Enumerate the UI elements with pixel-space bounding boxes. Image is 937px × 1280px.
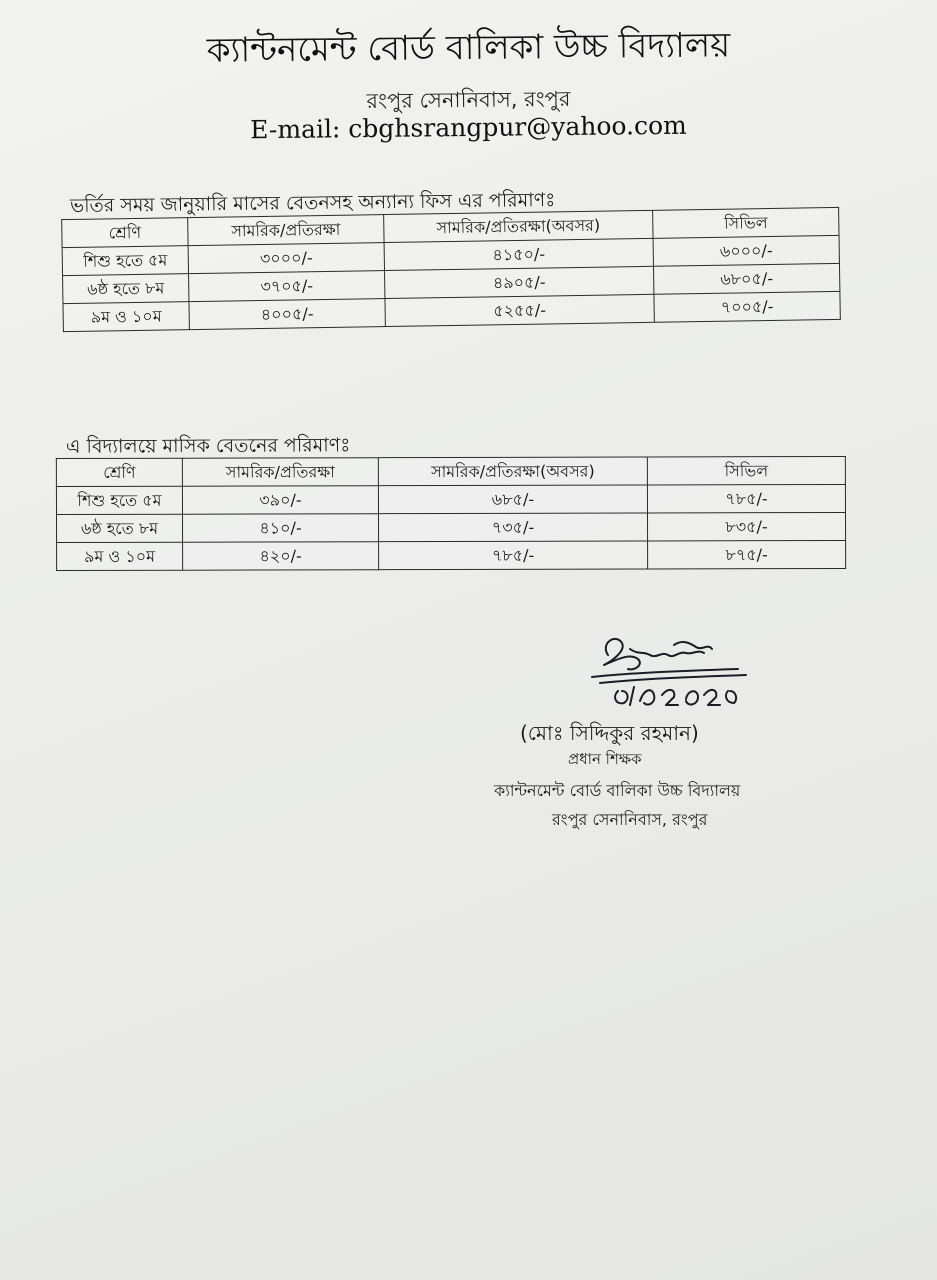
table-cell: ৪৯০৫/-: [385, 266, 654, 298]
table-cell-class: ৯ম ও ১০ম: [63, 302, 189, 332]
table-cell: ৬৮৫/-: [378, 485, 647, 514]
signatory-school: ক্যান্টনমেন্ট বোর্ড বালিকা উচ্চ বিদ্যালয়: [494, 781, 741, 800]
table-cell: ৬৮০৫/-: [653, 263, 839, 294]
table-cell: ৮৭৫/-: [648, 540, 846, 569]
column-header-military-retired: সামরিক/প্রতিরক্ষা(অবসর): [384, 210, 653, 242]
table-cell: ৭০০৫/-: [654, 291, 840, 322]
column-header-military: সামরিক/প্রতিরক্ষা: [188, 215, 384, 246]
table-cell: ৭৮৫/-: [647, 484, 845, 513]
signatory-title: প্রধান শিক্ষক: [568, 750, 642, 768]
table-cell-class: শিশু হতে ৫ম: [56, 486, 182, 514]
table-cell: ৩৯০/-: [182, 486, 378, 515]
table-row: [56, 484, 845, 514]
table-cell: ৪০০৫/-: [189, 299, 385, 330]
column-header-civil: সিভিল: [653, 207, 839, 238]
table-cell-class: শিশু হতে ৫ম: [62, 246, 188, 276]
column-header-class: শ্রেণি: [62, 218, 188, 248]
table-cell: ৪১৫০/-: [384, 238, 653, 270]
column-header-military-retired: সামরিক/প্রতিরক্ষা(অবসর): [378, 457, 647, 486]
table-cell: ৭৩৫/-: [379, 513, 648, 542]
admission-fees-table: [61, 207, 841, 332]
table-cell: ৬০০০/-: [653, 235, 839, 266]
column-header-military: সামরিক/প্রতিরক্ষা: [182, 458, 378, 487]
table-cell-class: ৯ম ও ১০ম: [57, 542, 183, 570]
table-cell: ৪১০/-: [183, 514, 379, 543]
table-cell: ৩৭০৫/-: [189, 271, 385, 302]
admission-fees-heading: ভর্তির সময় জানুয়ারি মাসের বেতনসহ অন্যান্য ফিস এর পরিমাণঃ: [69, 189, 556, 217]
school-email: E-mail: cbghsrangpur@yahoo.com: [250, 110, 687, 145]
column-header-class: শ্রেণি: [56, 458, 182, 486]
monthly-fees-table: [56, 456, 846, 571]
table-cell-class: ৬ষ্ঠ হতে ৮ম: [57, 514, 183, 542]
signatory-name: (মোঃ সিদ্দিকুর রহমান): [520, 721, 699, 745]
table-row: [57, 512, 846, 542]
monthly-fees-heading: এ বিদ্যালয়ে মাসিক বেতনের পরিমাণঃ: [65, 434, 351, 458]
table-row: [57, 540, 846, 570]
table-cell: ৪২০/-: [183, 542, 379, 571]
handwritten-signature: [578, 625, 778, 720]
column-header-civil: সিভিল: [647, 456, 845, 485]
table-cell: ৩০০০/-: [188, 243, 384, 274]
school-name-heading: ক্যান্টনমেন্ট বোর্ড বালিকা উচ্চ বিদ্যালয়: [206, 25, 731, 71]
school-address: রংপুর সেনানিবাস, রংপুর: [366, 86, 571, 114]
table-cell: ৮৩৫/-: [647, 512, 845, 541]
table-header-row: [56, 456, 845, 486]
table-cell: ৭৮৫/-: [379, 541, 648, 570]
table-cell-class: ৬ষ্ঠ হতে ৮ম: [63, 274, 189, 304]
table-cell: ৫২৫৫/-: [385, 294, 654, 326]
signatory-address: রংপুর সেনানিবাস, রংপুর: [552, 810, 708, 829]
